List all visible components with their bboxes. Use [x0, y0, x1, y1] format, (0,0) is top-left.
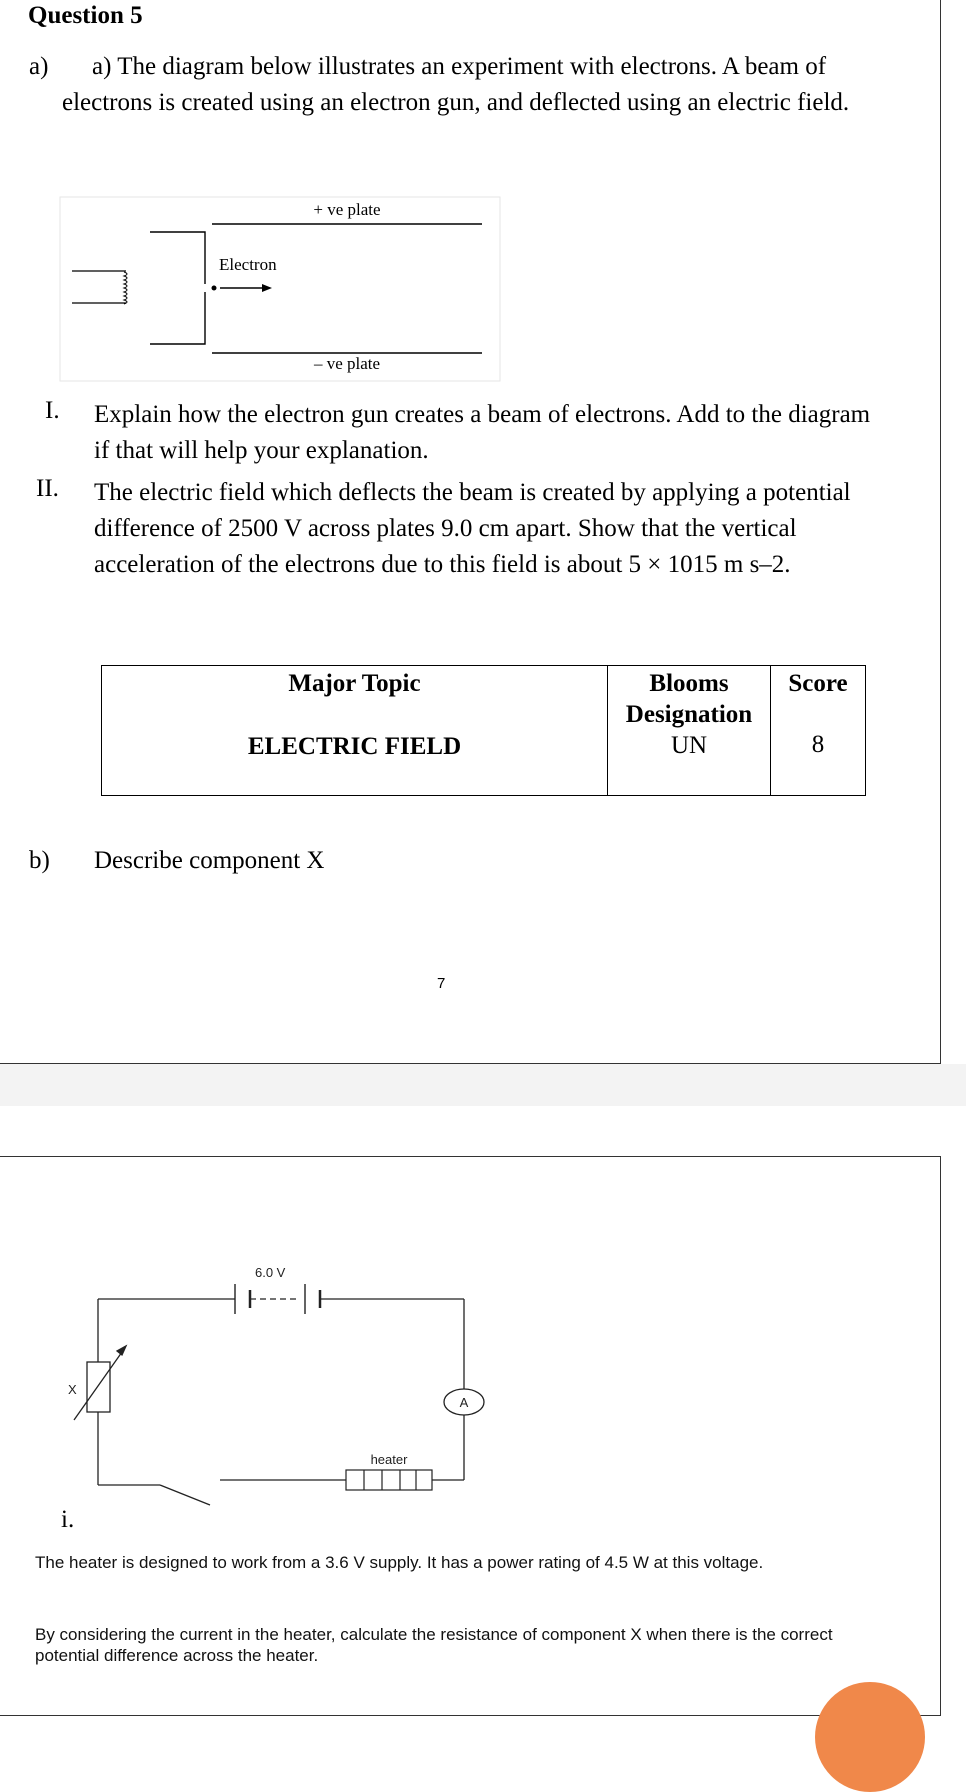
- electron-deflection-diagram: [60, 197, 500, 381]
- heater-label: heater: [370, 1452, 408, 1467]
- blooms-value: UN: [670, 732, 708, 759]
- component-x-label: X: [68, 1382, 77, 1397]
- electron-label: Electron: [219, 255, 277, 274]
- major-topic-cell: [102, 666, 608, 796]
- topic-table: [101, 665, 866, 796]
- floating-action-button[interactable]: [815, 1682, 925, 1792]
- part-a-text: [62, 49, 862, 121]
- document-page-2: [0, 1156, 941, 1716]
- part-b-text: Describe component X: [94, 847, 325, 874]
- major-topic-header: Major Topic: [288, 670, 421, 697]
- page-number: 7: [437, 975, 446, 992]
- heater-icon: [346, 1470, 432, 1490]
- part-a-label: a): [29, 53, 49, 80]
- item-1-text: Explain how the electron gun creates a beam of electrons. Add to the diagram if that will help your explanation.: [94, 401, 871, 464]
- switch-icon: [160, 1485, 210, 1505]
- page-gap: [0, 1064, 966, 1156]
- score-value: 8: [811, 731, 825, 758]
- major-topic-value: ELECTRIC FIELD: [247, 733, 462, 760]
- item-2-number: II.: [36, 475, 59, 502]
- question-title: Question 5: [28, 2, 143, 29]
- blooms-cell: [608, 666, 771, 796]
- heater-circuit-diagram: [60, 1242, 490, 1467]
- positive-plate-label: + ve plate: [313, 200, 381, 219]
- score-header: Score: [788, 670, 848, 697]
- battery-label: 6.0 V: [255, 1265, 286, 1280]
- item-2-text: The electric field which deflects the beam is created by applying a potential difference of 2500 V across plates 9.0 cm apart. Show that the vertical acceleration of the electrons due to this field is about 5 × 1015 m s–2.: [94, 479, 851, 578]
- heater-paragraph-1: The heater is designed to work from a 3.6 V supply. It has a power rating of 4.5 W at this voltage.: [35, 1553, 764, 1572]
- sub-question-label: i.: [61, 1506, 75, 1533]
- negative-plate-label: – ve plate: [313, 354, 381, 373]
- variable-resistor-icon: [74, 1346, 126, 1420]
- item-1-number: I.: [45, 397, 60, 424]
- electron-dot: [212, 286, 217, 291]
- part-b-label: b): [29, 847, 50, 874]
- blooms-header: Blooms Designation: [625, 670, 753, 728]
- score-cell: [771, 666, 866, 796]
- battery-icon: [235, 1284, 320, 1314]
- part-a-text-content: a) The diagram below illustrates an experiment with electrons. A beam of electrons is created using an electron gun, and deflected using an electric field.: [62, 53, 850, 116]
- ammeter-label: A: [459, 1395, 469, 1410]
- heater-paragraph-2: By considering the current in the heater, calculate the resistance of component X when there is the correct potential difference across the heater.: [35, 1625, 833, 1665]
